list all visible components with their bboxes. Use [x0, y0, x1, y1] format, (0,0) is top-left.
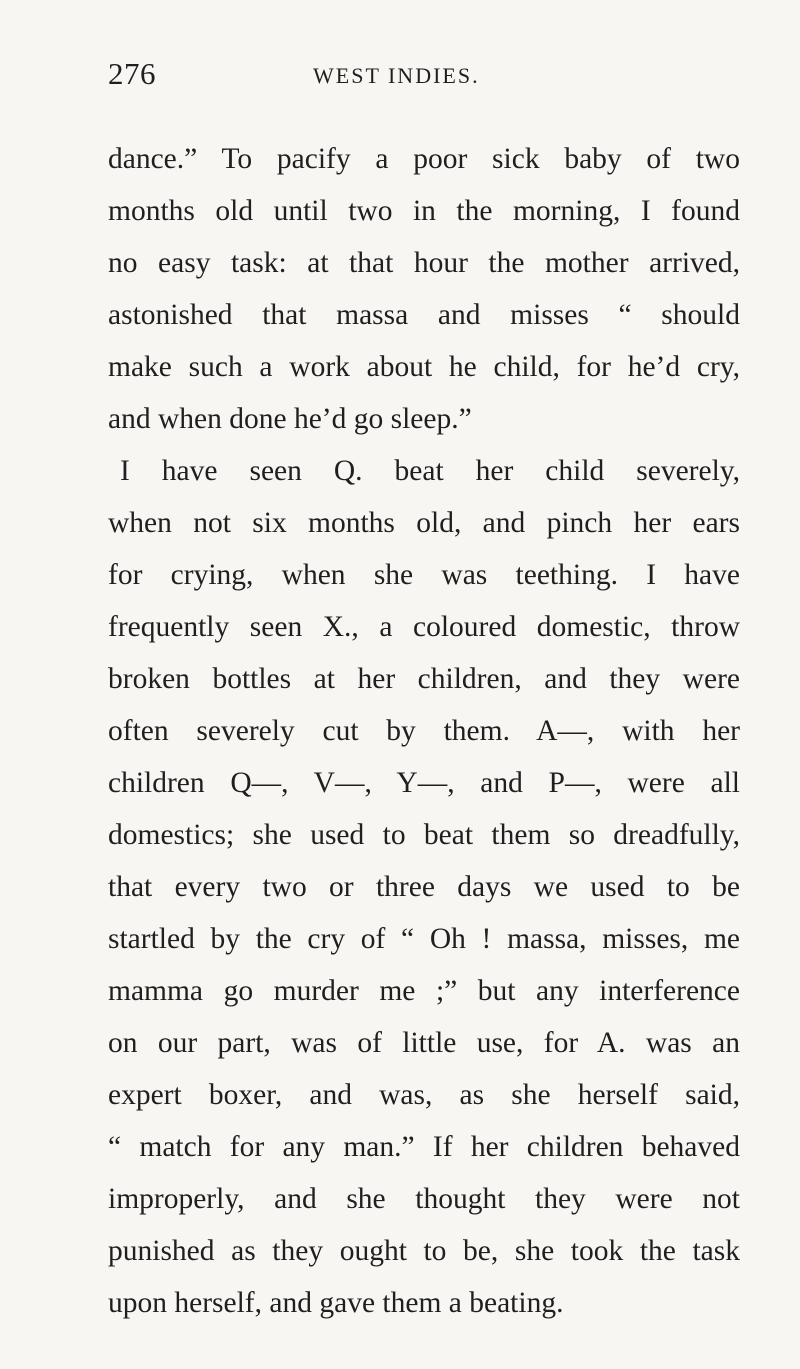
text-line: children Q—, V—, Y—, and P—, were all: [108, 767, 740, 799]
text-line: months old until two in the morning, I found: [108, 195, 740, 227]
text-line: upon herself, and gave them a beating.: [108, 1287, 564, 1319]
text-line: expert boxer, and was, as she herself said,: [108, 1079, 740, 1111]
text-line: improperly, and she thought they were not: [108, 1183, 740, 1215]
text-line: dance.” To pacify a poor sick baby of two: [108, 143, 740, 175]
text-line: domestics; she used to beat them so dreadfully,: [108, 819, 740, 851]
text-line: mamma go murder me ;” but any interference: [108, 975, 740, 1007]
page-header: [108, 56, 740, 96]
text-line: often severely cut by them. A—, with her: [108, 715, 740, 747]
text-line: frequently seen X., a coloured domestic, throw: [108, 611, 740, 643]
text-line: when not six months old, and pinch her ears: [108, 507, 740, 539]
text-line: and when done he’d go sleep.”: [108, 403, 472, 435]
text-line: that every two or three days we used to be: [108, 871, 740, 903]
text-line: startled by the cry of “ Oh ! massa, misses, me: [108, 923, 740, 955]
body-text: [108, 133, 740, 1329]
running-title: WEST INDIES.: [313, 63, 480, 88]
page-number: 276: [108, 56, 156, 91]
text-line: on our part, was of little use, for A. was an: [108, 1027, 740, 1059]
text-line: for crying, when she was teething. I have: [108, 559, 740, 591]
text-line: I have seen Q. beat her child severely,: [120, 455, 740, 487]
text-line: broken bottles at her children, and they were: [108, 663, 740, 695]
text-line: make such a work about he child, for he’d cry,: [108, 351, 740, 383]
text-line: “ match for any man.” If her children behaved: [108, 1131, 740, 1163]
text-line: no easy task: at that hour the mother arrived,: [108, 247, 740, 279]
text-line: punished as they ought to be, she took the task: [108, 1235, 740, 1267]
text-line: astonished that massa and misses “ should: [108, 299, 740, 331]
